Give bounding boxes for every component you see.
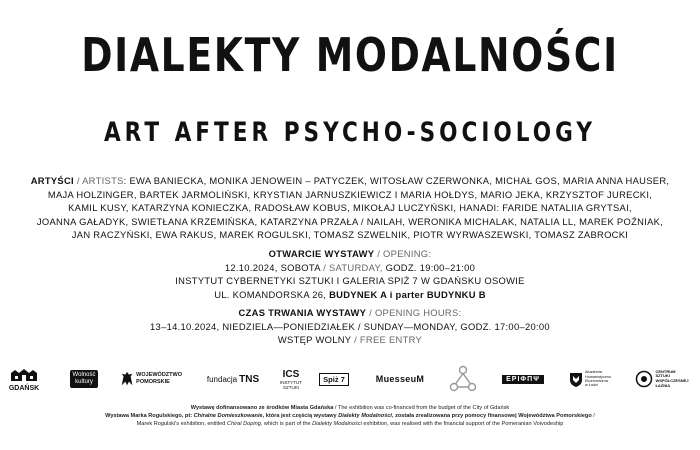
gdansk-label: GDAŃSK xyxy=(8,384,40,392)
footer-2-b: Chiralne Domieszkowanie xyxy=(193,413,263,420)
footer-3-c: , which is part of the xyxy=(260,421,313,428)
footer-2-a: Wystawa Marka Rogulskiego, pt: xyxy=(105,413,194,420)
hours-heading xyxy=(20,306,680,320)
footer-line-2 xyxy=(10,412,690,420)
akademia-logo xyxy=(564,362,616,396)
akademia-text xyxy=(585,370,611,388)
artists-line-3: KAMIL KUSY, KATARZYNA KONIECZKA, RADOSŁAW KOBUS, MIKOŁAJ LUCZYŃSKI, HANADI: FARIDE NATALIIA GRYTSAI, xyxy=(68,202,632,213)
artists-line-5: JAN RACZYŃSKI, EWA RAKUS, MAREK ROGULSKI, TOMASZ SZWELNIK, PIOTR WYRWASZEWSKI, TOMASZ ZABROCKI xyxy=(71,229,629,240)
triangle-logo xyxy=(446,362,480,396)
opening-section xyxy=(20,247,680,301)
hours-section xyxy=(20,306,680,347)
opening-address: UL. KOMANDORSKA 26, xyxy=(214,288,330,300)
epiphany-label: EPIΦΠΨ xyxy=(502,375,544,384)
triangle-knot-icon xyxy=(449,365,477,393)
spiz7-label: Spiż 7 xyxy=(319,373,349,386)
opening-date xyxy=(20,261,680,275)
opening-label-pl: OTWARCIE WYSTAWY xyxy=(268,248,375,259)
akademia-label-1: Akademia xyxy=(585,370,602,375)
subtitle: ART AFTER PSYCHO-SOCIOLOGY xyxy=(103,117,597,148)
artists-text-1: : EWA BANIECKA, MONIKA JENOWEIN – PATYCZEK, WITOSŁAW CZERWONKA, MICHAŁ GOS, MARIA ANNA HAUSER, xyxy=(123,175,670,186)
ics-label-a: ICS xyxy=(282,368,300,380)
wolnosc-label-1: Wolność xyxy=(72,372,96,378)
artists-line-2: MAJA HOLZINGER, BARTEK JARMOLIŃSKI, KRYSTIAN JARNUSZKIEWICZ I MARIA HOŁDYS, MARIO JEKA, KRZYSZTOF JURECKI, xyxy=(47,188,653,200)
ics-logo xyxy=(276,362,306,396)
griffin-icon xyxy=(120,370,134,388)
footer-3-d: Dialekty Modalności xyxy=(312,421,362,428)
wolnosc-label-2: kultury xyxy=(75,379,93,385)
laznia-label-3: WSPÓŁCZESNEJ xyxy=(655,378,689,383)
entry-pl: WSTĘP WOLNY xyxy=(277,334,352,345)
laznia-label-1: CENTRUM xyxy=(655,368,676,374)
hours-label-pl: CZAS TRWANIA WYSTAWY xyxy=(238,307,367,318)
spiz7-logo xyxy=(318,362,350,396)
epiphany-logo xyxy=(496,362,550,396)
pomorskie-label-2: POMORSKIE xyxy=(136,379,170,385)
sponsor-logos xyxy=(0,362,700,396)
footer-line-3 xyxy=(10,420,690,428)
pomorskie-label-1: WOJEWÓDZTWO xyxy=(136,372,182,378)
entry-line xyxy=(20,333,680,347)
gdansk-logo xyxy=(6,362,42,396)
laznia-text xyxy=(655,370,688,388)
eagle-crest-icon xyxy=(569,370,583,388)
ics-label-c: SZTUKI xyxy=(282,384,299,390)
wolnosc-kultury-logo xyxy=(62,362,106,396)
akademia-label-4: w Łodzi xyxy=(585,383,598,388)
laznia-label-4: ŁAŹNIA xyxy=(655,382,671,388)
museum-logo xyxy=(372,362,428,396)
footer-1-a: Wystawę dofinansowano ze środków Miasta Gdańska xyxy=(190,405,334,411)
pomorskie-text xyxy=(136,372,182,386)
opening-date-pl: 12.10.2024, SOBOTA xyxy=(224,261,321,273)
footer-line-1 xyxy=(10,404,690,412)
footer-3-b: Chiral Doping xyxy=(226,421,261,428)
akademia-label-2: Humanistyczno xyxy=(585,374,611,379)
artists-line-4: JOANNA GAŁADYK, SWIETŁANA KRZEMIŃSKA, KATARZYNA PRZAŁA / NAILAH, WERONIKA MICHALAK, NATALIA LL, MAREK POŹNIAK, xyxy=(36,215,664,227)
laznia-logo xyxy=(630,362,694,396)
opening-time: GODZ. 19:00–21:00 xyxy=(385,261,476,273)
hours-label-en: / OPENING HOURS: xyxy=(366,307,462,318)
opening-place: INSTYTUT CYBERNETYKI SZTUKI I GALERIA SPIŻ 7 W GDAŃSKU OSOWIE xyxy=(175,275,525,286)
footer-3-e: exhibition, was realised with the financial support of the Pomeranian Voivodeship xyxy=(361,421,564,428)
laznia-circle-icon xyxy=(635,370,653,388)
museum-label: MuesseuM xyxy=(375,373,425,384)
footer-2-e: , została zrealizowana przy pomocy finansowej Województwa Pomorskiego xyxy=(391,413,592,420)
pomorskie-logo xyxy=(120,362,182,396)
footer-2-c: , która jest częścią wystawy xyxy=(262,413,339,420)
opening-date-en: / SATURDAY, xyxy=(320,261,386,273)
opening-label-en: / OPENING: xyxy=(374,248,432,259)
footer-2-f: / xyxy=(591,413,595,420)
artists-label-pl: ARTYŚCI xyxy=(30,175,74,186)
artists-section xyxy=(20,174,680,242)
gdansk-crest-icon xyxy=(9,367,39,385)
tns-label-a: fundacja xyxy=(206,374,238,384)
ics-label-b: INSTYTUT xyxy=(280,379,302,385)
akademia-label-3: Ekonomiczna xyxy=(585,379,608,383)
footer-3-a: Marek Rogulski's exhibition, entitled xyxy=(136,421,227,428)
hours-dates: 13–14.10.2024, NIEDZIELA—PONIEDZIAŁEK / SUNDAY—MONDAY, GODZ. 17:00–20:00 xyxy=(150,320,550,332)
wolnosc-badge xyxy=(70,370,99,388)
entry-en: / FREE ENTRY xyxy=(351,334,423,345)
laznia-label-2: SZTUKI xyxy=(655,373,670,379)
opening-building: BUDYNEK A i parter BUDYNKU B xyxy=(329,288,486,300)
fundacja-tns-logo xyxy=(200,362,266,396)
tns-label-b: TNS xyxy=(239,373,260,385)
opening-address-line xyxy=(20,288,680,302)
main-title: DIALEKTY MODALNOŚCI xyxy=(81,28,619,82)
footer-1-b: / The exhibition was co-financed from the budget of the City of Gdańsk xyxy=(333,405,510,411)
funding-footer xyxy=(10,404,690,429)
opening-heading xyxy=(20,247,680,261)
artists-line-1 xyxy=(20,174,680,188)
artists-label-en: / ARTISTS xyxy=(73,175,124,186)
footer-2-d: Dialekty Modalności xyxy=(338,413,392,420)
